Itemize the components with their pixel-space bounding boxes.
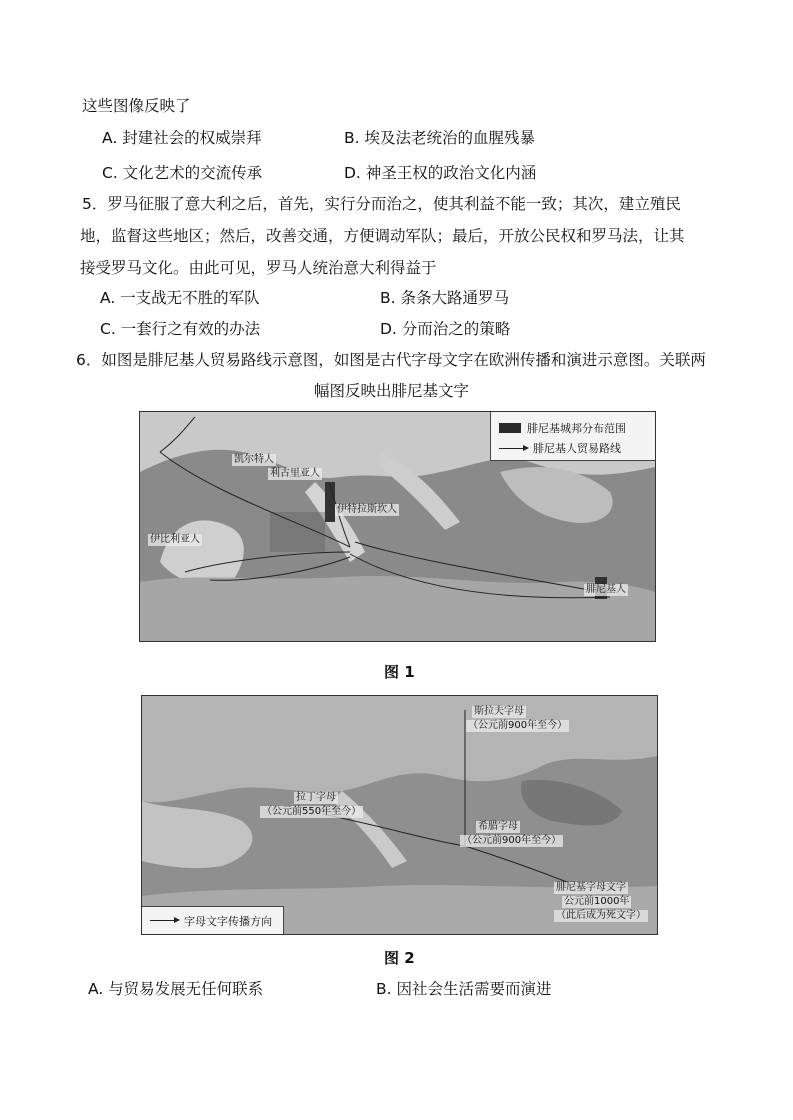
figure1-caption: 图 1 (384, 663, 415, 681)
q5-stem-line1: 5．罗马征服了意大利之后，首先，实行分而治之，使其利益不能一致；其次，建立殖民 (82, 195, 681, 213)
label-cyrillic-name: 斯拉夫字母 (474, 706, 524, 717)
q5-option-d: D. 分而治之的策略 (380, 320, 511, 338)
q4-stem: 这些图像反映了 (82, 97, 191, 115)
label-phoenician-date: 公元前1000年 (564, 896, 630, 907)
label-phoenician-name: 腓尼基字母文字 (556, 882, 626, 893)
label-phoenician-note: （此后成为死文字） (556, 910, 646, 921)
label-latin-name: 拉丁字母 (296, 792, 336, 803)
q6-option-a: A. 与贸易发展无任何联系 (88, 980, 264, 998)
legend-route-text: 腓尼基人贸易路线 (533, 442, 621, 455)
q4-option-a: A. 封建社会的权威崇拜 (102, 129, 262, 147)
label-etruscans: 伊特拉斯坎人 (337, 504, 397, 515)
spread-arrow-icon (150, 920, 178, 921)
q5-stem-line3: 接受罗马文化。由此可见，罗马人统治意大利得益于 (80, 259, 437, 277)
figure1-map (139, 411, 656, 642)
q4-option-c: C. 文化艺术的交流传承 (102, 164, 263, 182)
q6-stem-line1: 6．如图是腓尼基人贸易路线示意图，如图是古代字母文字在欧洲传播和演进示意图。关联两 (76, 351, 706, 369)
label-iberians: 伊比利亚人 (150, 534, 200, 545)
figure2-caption: 图 2 (384, 949, 415, 967)
q6-option-b: B. 因社会生活需要而演进 (376, 980, 552, 998)
figure1-legend (490, 412, 655, 461)
route-arrow-icon (499, 448, 527, 449)
label-cyrillic-date: （公元前900年至今） (468, 720, 568, 731)
figure2-map (141, 695, 658, 935)
label-ligurians: 利古里亚人 (270, 468, 320, 479)
label-celts: 凯尔特人 (234, 454, 274, 465)
label-phoenicians: 腓尼基人 (586, 584, 626, 595)
q5-stem-line2: 地，监督这些地区；然后，改善交通，方便调动军队；最后，开放公民权和罗马法，让其 (80, 227, 685, 245)
label-greek-date: （公元前900年至今） (462, 835, 562, 846)
q5-option-c: C. 一套行之有效的办法 (100, 320, 261, 338)
legend-city-text: 腓尼基城邦分布范围 (527, 422, 626, 435)
q4-option-b: B. 埃及法老统治的血腥残暴 (344, 129, 535, 147)
q4-option-d: D. 神圣王权的政治文化内涵 (344, 164, 537, 182)
label-greek-name: 希腊字母 (478, 821, 518, 832)
q5-option-a: A. 一支战无不胜的军队 (100, 289, 260, 307)
legend-arrow-text: 字母文字传播方向 (184, 914, 272, 928)
figure2-legend (142, 906, 284, 934)
label-latin-date: （公元前550年至今） (262, 806, 362, 817)
city-area-swatch (499, 423, 521, 433)
q6-stem-line2: 幅图反映出腓尼基文字 (314, 382, 470, 400)
q5-option-b: B. 条条大路通罗马 (380, 289, 509, 307)
